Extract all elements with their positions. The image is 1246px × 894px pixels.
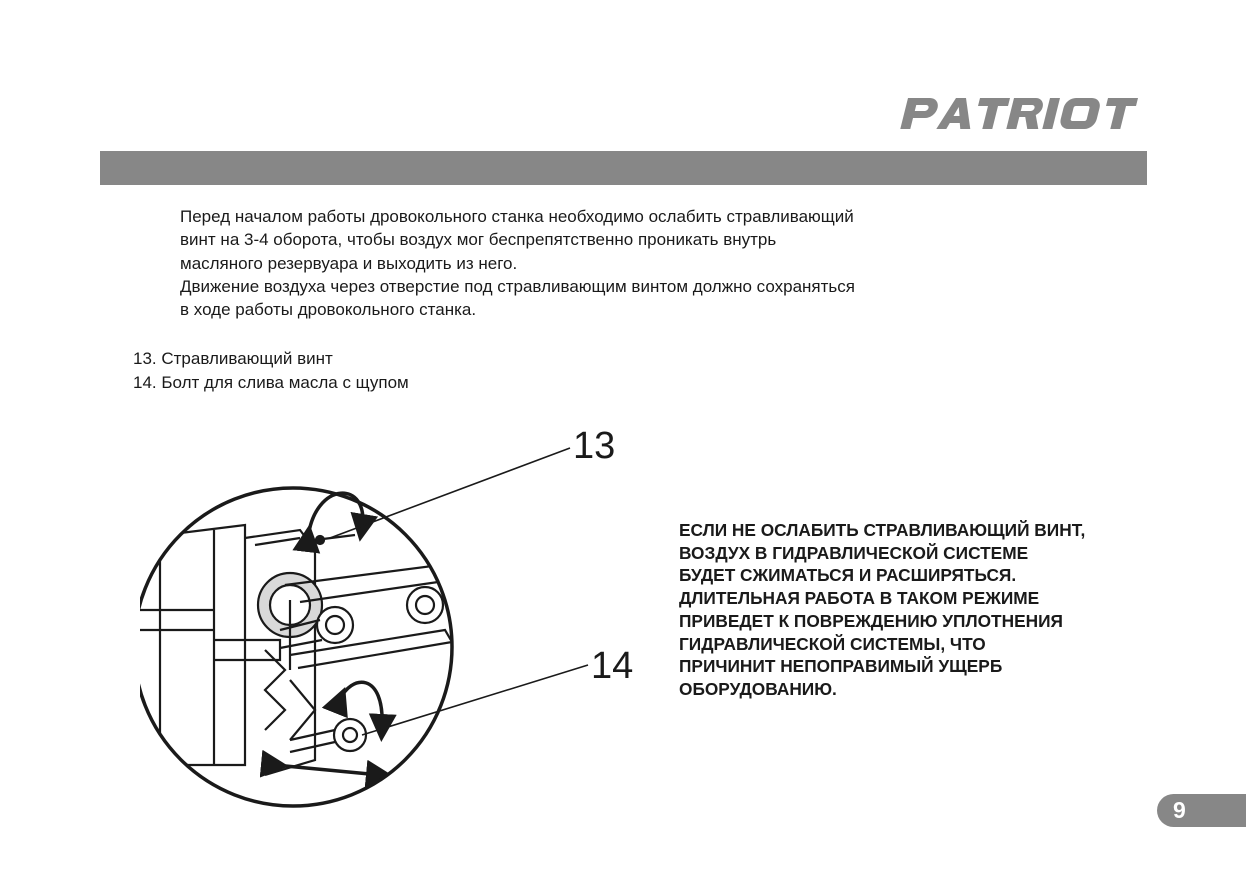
warning-text <box>679 519 1199 701</box>
warning-line: ДЛИТЕЛЬНАЯ РАБОТА В ТАКОМ РЕЖИМЕ <box>679 588 1040 609</box>
parts-legend <box>133 347 633 394</box>
warning-line: ПРИЧИНИТ НЕПОПРАВИМЫЙ УЩЕРБ <box>679 656 1003 677</box>
page-number: 9 <box>1173 797 1186 823</box>
bleed-screw-diagram <box>140 420 640 820</box>
intro-line: винт на 3-4 оборота, чтобы воздух мог беспрепятственно проникать внутрь <box>180 230 777 250</box>
warning-line: ГИДРАВЛИЧЕСКОЙ СИСТЕМЫ, ЧТО <box>679 633 986 654</box>
warning-line: ОБОРУДОВАНИЮ. <box>679 678 837 699</box>
mechanism-detail <box>140 520 452 775</box>
legend-item: 14. Болт для слива масла с щупом <box>133 372 409 392</box>
intro-line: Движение воздуха через отверстие под стравливающим винтом должно сохраняться <box>180 276 855 296</box>
intro-text <box>180 205 1000 321</box>
patriot-logo <box>898 90 1148 140</box>
warning-line: БУДЕТ СЖИМАТЬСЯ И РАСШИРЯТЬСЯ. <box>679 565 1017 586</box>
callout-14: 14 <box>591 645 634 687</box>
callout-13: 13 <box>573 425 616 467</box>
intro-line: Перед началом работы дровокольного станка необходимо ослабить стравливающий <box>180 207 854 226</box>
legend-item: 13. Стравливающий винт <box>133 349 333 368</box>
header-bar <box>100 151 1147 185</box>
page-number-tab <box>1157 794 1246 827</box>
warning-line: ВОЗДУХ В ГИДРАВЛИЧЕСКОЙ СИСТЕМЕ <box>679 542 1029 563</box>
intro-line: в ходе работы дровокольного станка. <box>180 300 477 320</box>
warning-line: ЕСЛИ НЕ ОСЛАБИТЬ СТРАВЛИВАЮЩИЙ ВИНТ, <box>679 520 1086 540</box>
detail-circle <box>140 488 452 806</box>
intro-line: масляного резервуара и выходить из него. <box>180 253 518 273</box>
warning-line: ПРИВЕДЕТ К ПОВРЕЖДЕНИЮ УПЛОТНЕНИЯ <box>679 610 1063 631</box>
